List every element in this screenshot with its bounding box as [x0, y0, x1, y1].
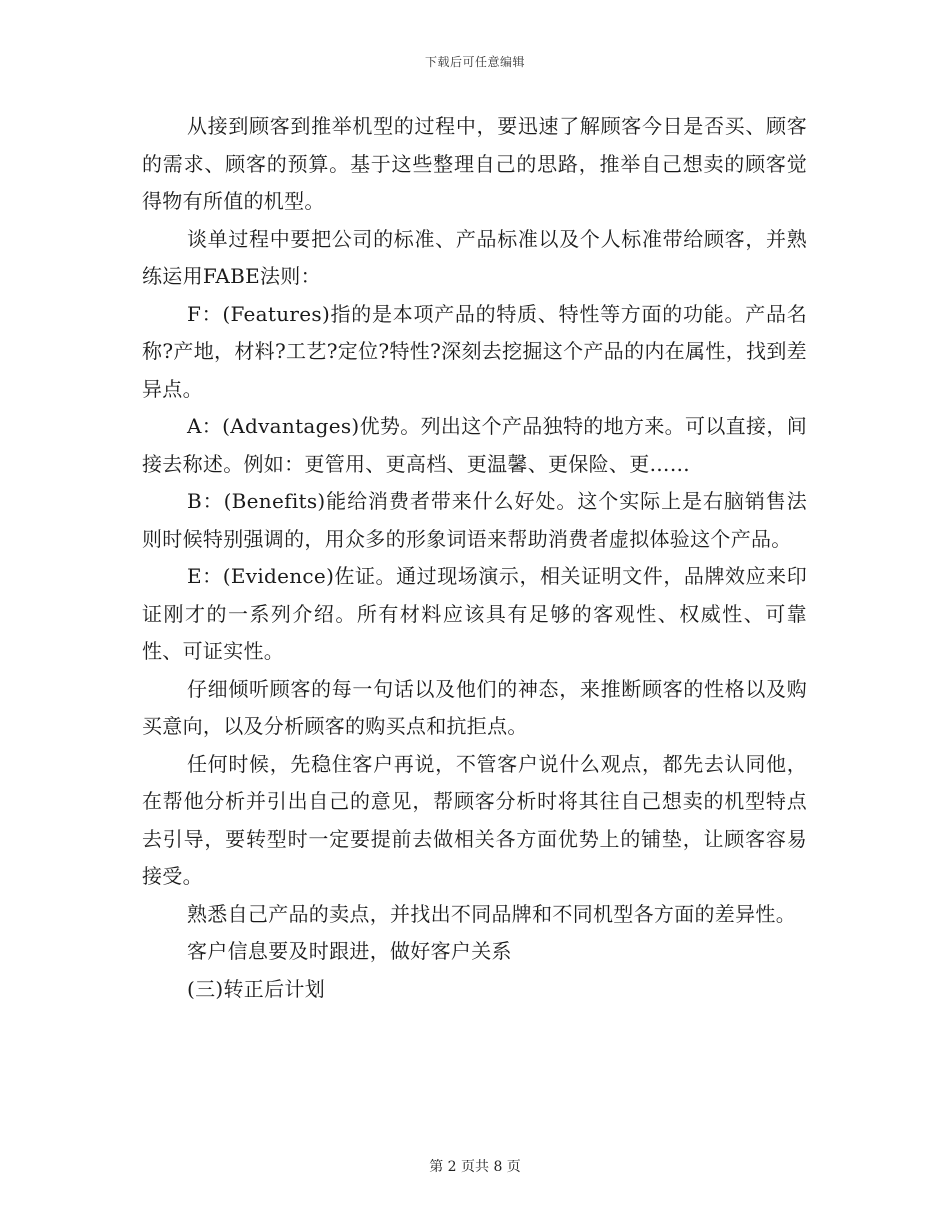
paragraph-features: F：(Features)指的是本项产品的特质、特性等方面的功能。产品名称?产地，材料?工艺?定位?特性?深刻去挖掘这个产品的内在属性，找到差异点。 [142, 301, 807, 401]
page-number: 第 2 页共 8 页 [429, 1159, 521, 1175]
document-body [142, 108, 807, 1008]
paragraph-10: 客户信息要及时跟进，做好客户关系 [187, 939, 512, 963]
paragraph-7: 仔细倾听顾客的每一句话以及他们的神态，来推断顾客的性格以及购买意向，以及分析顾客的购买点和抗拒点。 [142, 676, 807, 738]
paragraph-8: 任何时候，先稳住客户再说，不管客户说什么观点，都先去认同他，在帮他分析并引出自己的意见，帮顾客分析时将其往自己想卖的机型特点去引导，要转型时一定要提前去做相关各方面优势上的铺垫，让顾客容易接受。 [142, 751, 807, 888]
paragraph-evidence: E：(Evidence)佐证。通过现场演示，相关证明文件，品牌效应来印证刚才的一系列介绍。所有材料应该具有足够的客观性、权威性、可靠性、可证实性。 [142, 564, 807, 663]
paragraph-2: 谈单过程中要把公司的标准、产品标准以及个人标准带给顾客，并熟练运用FABE法则： [142, 226, 807, 288]
paragraph-1: 从接到顾客到推举机型的过程中，要迅速了解顾客今日是否买、顾客的需求、顾客的预算。基于这些整理自己的思路，推举自己想卖的顾客觉得物有所值的机型。 [142, 114, 807, 213]
paragraph-advantages: A：(Advantages)优势。列出这个产品独特的地方来。可以直接，间接去称述。例如：更管用、更高档、更温馨、更保险、更…… [142, 414, 807, 476]
page-header: 下载后可任意编辑 [424, 55, 525, 69]
section-heading: (三)转正后计划 [187, 976, 326, 1001]
paragraph-9: 熟悉自己产品的卖点，并找出不同品牌和不同机型各方面的差异性。 [187, 901, 796, 926]
paragraph-benefits: B：(Benefits)能给消费者带来什么好处。这个实际上是右脑销售法则时候特别强调的，用众多的形象词语来帮助消费者虚拟体验这个产品。 [142, 489, 807, 551]
